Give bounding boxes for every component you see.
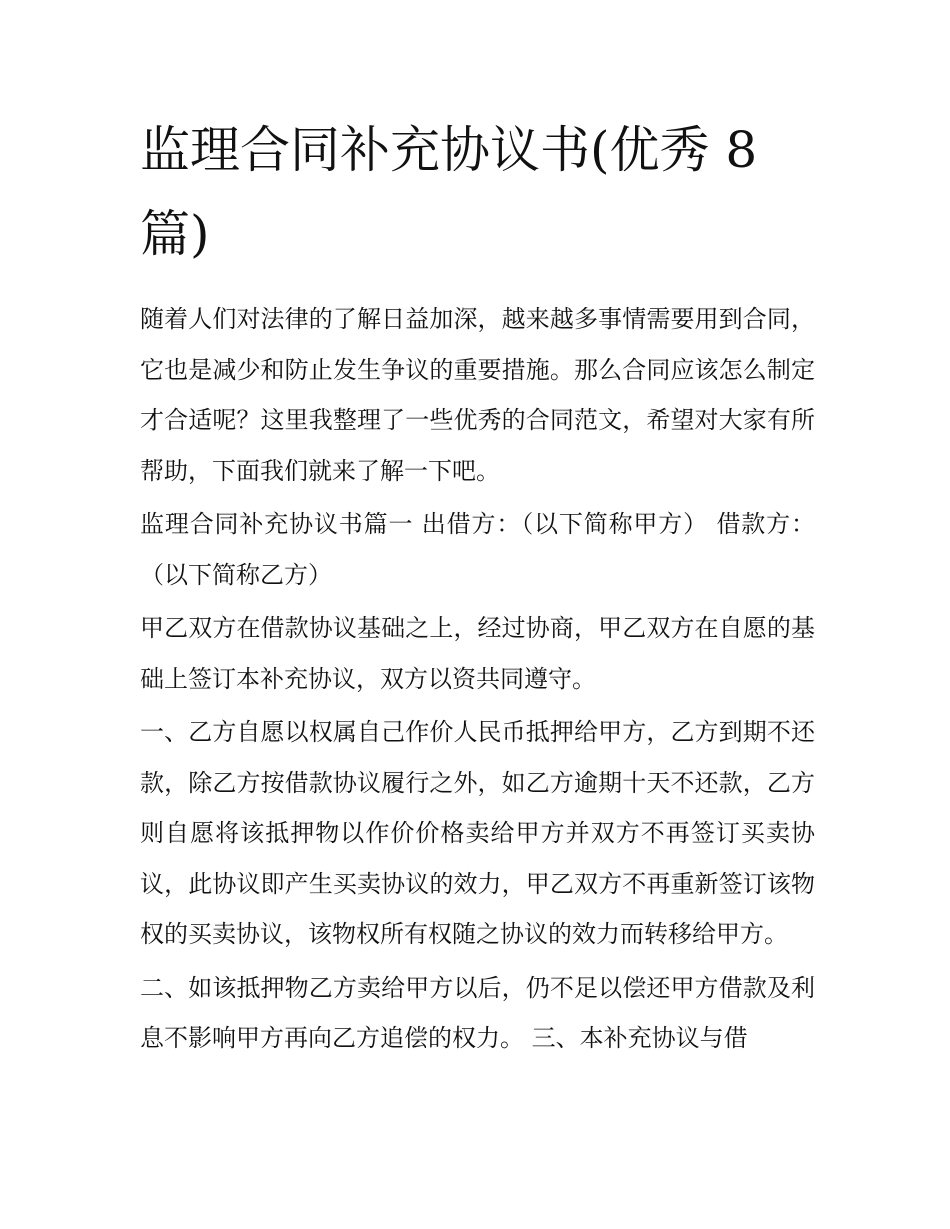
document-title: 监理合同补充协议书(优秀 8 篇): [140, 121, 758, 263]
paragraph-clause-1: 一、乙方自愿以权属自己作价人民币抵押给甲方，乙方到期不还款，除乙方按借款协议履行之外，如乙方逾期十天不还款，乙方则自愿将该抵押物以作价价格卖给甲方并双方不再签订买卖协议，此协议即产生买卖协议的效力，甲乙双方不再重新签订该物权的买卖协议，该物权所有权随之协议的效力而转移给甲方。: [140, 718, 815, 948]
paragraph-intro: 随着人们对法律的了解日益加深，越来越多事情需要用到合同，它也是减少和防止发生争议的重要措施。那么合同应该怎么制定才合适呢？这里我整理了一些优秀的合同范文，希望对大家有所帮助，下面我们就来了解一下吧。: [140, 305, 815, 485]
paragraph-clause-2: 二、如该抵押物乙方卖给甲方以后，仍不足以偿还甲方借款及利息不影响甲方再向乙方追偿的权力。 三、本补充协议与借: [140, 973, 815, 1052]
document-page: [140, 108, 815, 1067]
paragraph-parties: 监理合同补充协议书篇一 出借方：（以下简称甲方） 借款方：（以下简称乙方）: [140, 510, 815, 589]
paragraph-basis: 甲乙双方在借款协议基础之上，经过协商，甲乙双方在自愿的基础上签订本补充协议，双方以资共同遵守。: [140, 614, 815, 693]
